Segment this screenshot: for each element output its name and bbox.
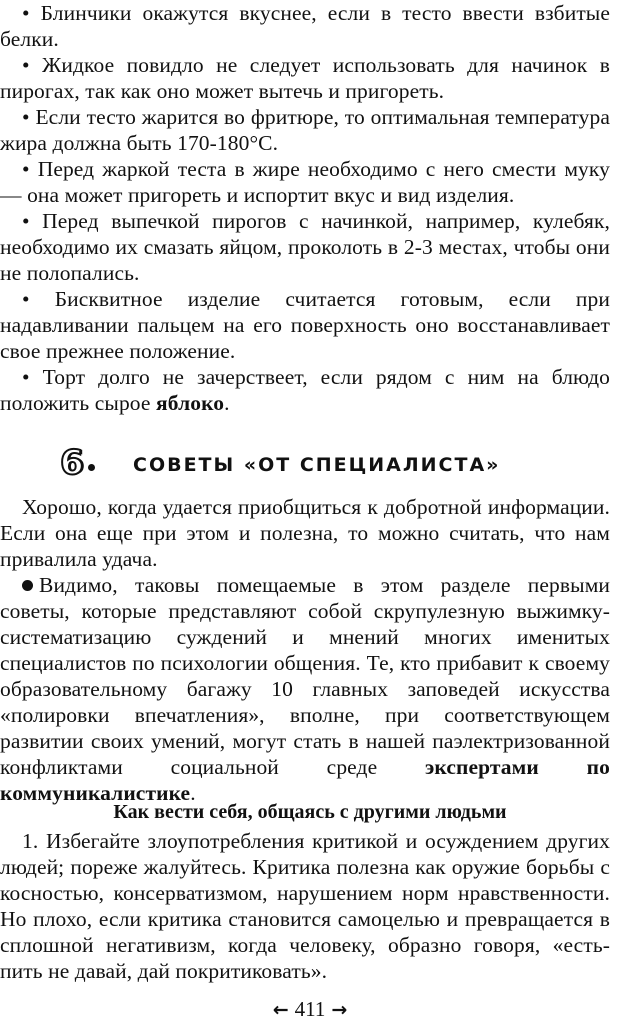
section-title: СОВЕТЫ «ОТ СПЕЦИАЛИСТА»: [133, 454, 501, 476]
advice-body: [0, 828, 610, 984]
lead-paragraph: [0, 572, 610, 806]
lead-end: .: [190, 781, 196, 805]
tip-bold-word: яблоко: [156, 391, 225, 415]
advice-point-1: 1. Избегайте злоупотребления критикой и осуждением других людей; пореже жалуйтесь. Критика полезна как оружие борьбы с косностью, консерватизмом, нарушением норм нравственности. Но плохо, если критика становится самоцелью и превращается в сплошной негативизм, когда человеку, образно говоря, «есть-пить не давай, дай покритиковать».: [0, 829, 610, 983]
lead-text: Видимо, таковы помещаемые в этом разделе первыми советы, которые представляют собой скрупулезную выжимку-систематизацию суждений и мнений многих именитых специалистов по психологии общения. Те, кто прибавит к своему образовательному багажу 10 главных заповедей искусства «полировки впечатления», вполне, при соответствующем развитии своих умений, могут стать в нашей паэлектризованной конфликтами социальной среде: [0, 573, 610, 779]
tip-end: .: [224, 391, 230, 415]
bullet-icon: [22, 580, 33, 591]
tip-text: • Торт долго не зачерствеет, если рядом с ним на блюдо положить сырое: [0, 365, 610, 415]
left-arrow-icon: ←: [272, 999, 289, 1021]
tip-item-last: [0, 364, 610, 416]
section-body: [0, 494, 610, 806]
right-arrow-icon: →: [331, 999, 348, 1021]
section-number: 6: [60, 443, 84, 483]
subheading: Как вести себя, общаясь с другими людьми: [113, 801, 507, 823]
section-number-dot: [88, 464, 95, 471]
tip-item: • Перед выпечкой пирогов с начинкой, например, кулебяк, необходимо их смазать яйцом, проколоть в 2-3 местах, чтобы они не полопались.: [0, 209, 610, 285]
lead-bold: экспертами по коммуникалистике: [0, 755, 610, 805]
intro-paragraph: Хорошо, когда удается приобщиться к добротной информации. Если она еще при этом и полезна, то можно считать, что нам привалила удача.: [0, 495, 610, 571]
tip-item: • Если тесто жарится во фритюре, то оптимальная температура жира должна быть 170-180°С.: [0, 105, 610, 155]
tips-list: [0, 0, 610, 416]
section-heading: [0, 443, 620, 483]
tip-item: • Бисквитное изделие считается готовым, если при надавливании пальцем на его поверхность оно восстанавливает свое прежнее положение.: [0, 287, 610, 363]
tip-item: • Перед жаркой теста в жире необходимо с него смести муку — она может пригореть и испортит вкус и вид изделия.: [0, 157, 610, 207]
page-number: 411: [294, 997, 326, 1021]
tip-item: • Блинчики окажутся вкуснее, если в тесто ввести взбитые белки.: [0, 1, 610, 51]
tip-item: • Жидкое повидло не следует использовать для начинок в пирогах, так как оно может вытечь и пригореть.: [0, 53, 610, 103]
page-footer: [0, 996, 620, 1023]
